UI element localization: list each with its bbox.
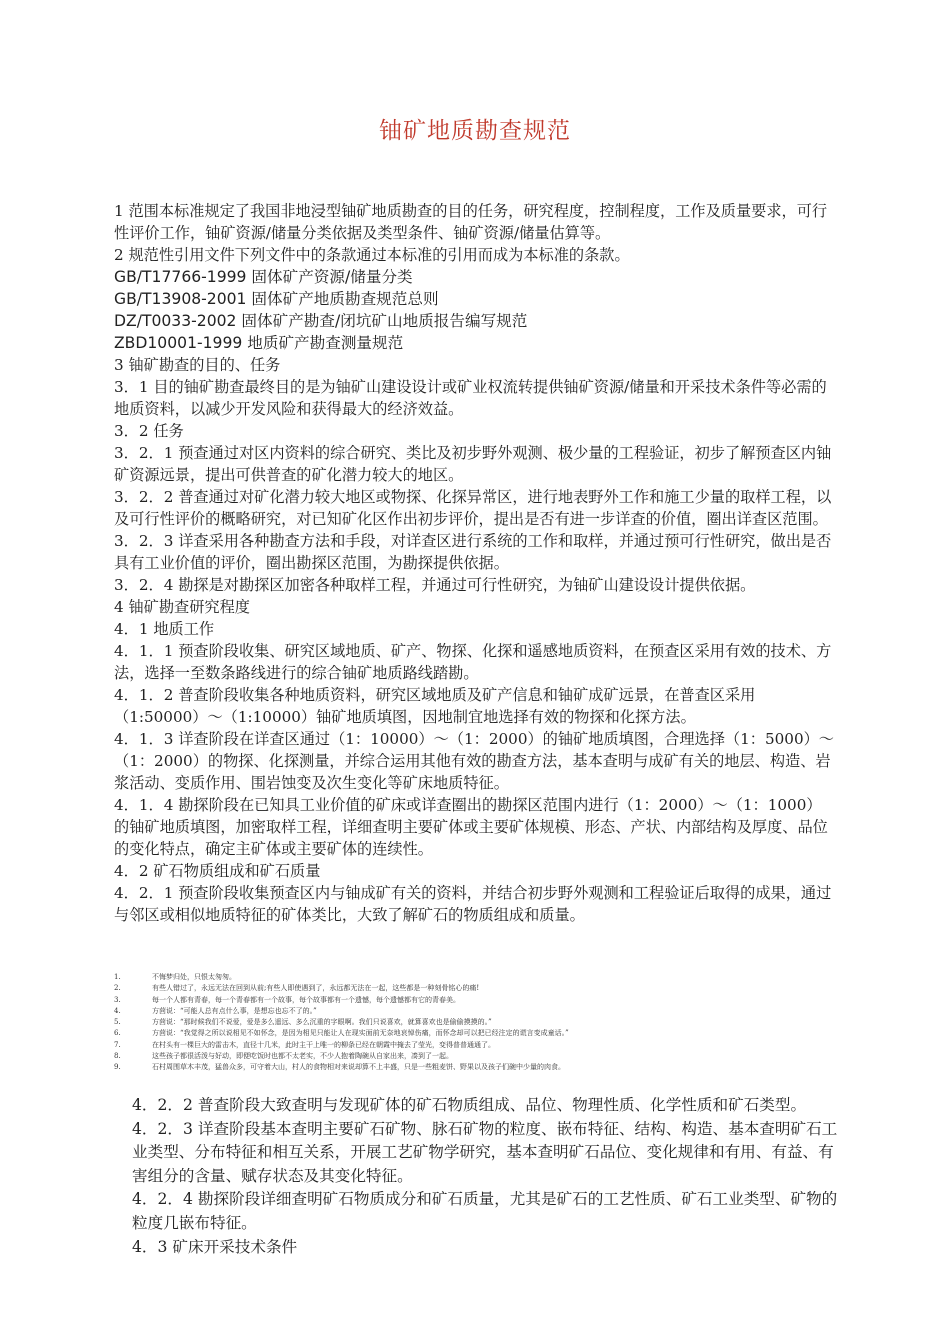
document-title: 铀矿地质勘查规范 <box>379 118 571 144</box>
main-text-continued <box>132 1094 846 1259</box>
section-heading: 4．3 矿床开采技术条件 <box>132 1237 298 1256</box>
paragraph: 3．2．3 详查采用各种勘查方法和手段，对详查区进行系统的工作和取样，并通过预可行性研究，做出是否具有工业价值的评价，圈出勘探区范围，为勘探提供依据。 <box>114 532 832 572</box>
paragraph: 4．2．4 勘探阶段详细查明矿石物质成分和矿石质量，尤其是矿石的工艺性质、矿石工业类型、矿物的粒度几嵌布特征。 <box>132 1190 838 1232</box>
note-item <box>114 1028 834 1039</box>
standard-reference: ZBD10001-1999 地质矿产勘查测量规范 <box>114 334 404 352</box>
note-item <box>114 1006 834 1017</box>
paragraph: 3．2．4 勘探是对勘探区加密各种取样工程，并通过可行性研究，为铀矿山建设设计提供依据。 <box>114 576 756 594</box>
note-item <box>114 1051 834 1062</box>
note-item <box>114 995 834 1006</box>
section-heading: 3．2 任务 <box>114 422 184 440</box>
standard-reference: GB/T13908-2001 固体矿产地质勘查规范总则 <box>114 290 439 308</box>
note-text: 有些人错过了，永远无法在回到从前;有些人即使遇到了，永远都无法在一起，这些都是一种刻骨铭心的痛! <box>152 984 480 993</box>
paragraph: 2 规范性引用文件下列文件中的条款通过本标准的引用而成为本标准的条款。 <box>114 246 630 264</box>
standard-reference: GB/T17766-1999 固体矿产资源/储量分类 <box>114 268 413 286</box>
paragraph: 4．2．3 详查阶段基本查明主要矿石矿物、脉石矿物的粒度、嵌布特征、结构、构造、基本查明矿石工业类型、分布特征和相互关系，开展工艺矿物学研究，基本查明矿石品位、变化规律和有用、有益、有害组分的含量、赋存状态及其变化特征。 <box>132 1119 838 1185</box>
note-item <box>114 983 834 994</box>
paragraph: 3．1 目的铀矿勘查最终目的是为铀矿山建设设计或矿业权流转提供铀矿资源/储量和开采技术条件等必需的地质资料，以减少开发风险和获得最大的经济效益。 <box>114 378 827 418</box>
standard-reference: DZ/T0033-2002 固体矿产勘查/闭坑矿山地质报告编写规范 <box>114 312 528 330</box>
note-number: 5. <box>114 1018 121 1027</box>
note-item <box>114 972 834 983</box>
paragraph: 1 范围本标准规定了我国非地浸型铀矿地质勘查的目的任务，研究程度，控制程度，工作及质量要求，可行性评价工作，铀矿资源/储量分类依据及类型条件、铀矿资源/储量估算等。 <box>114 202 828 242</box>
section-heading: 3 铀矿勘查的目的、任务 <box>114 356 281 374</box>
note-number: 7. <box>114 1040 121 1049</box>
note-text: 石村周围草木丰茂，猛兽众多，可守着大山，村人的食物相对来说却算不上丰盛，只是一些粗麦饼、野果以及孩子们碗中少量的肉食。 <box>152 1063 565 1072</box>
note-number: 9. <box>114 1063 121 1072</box>
note-number: 4. <box>114 1006 121 1015</box>
note-item <box>114 1040 834 1051</box>
note-number: 2. <box>114 984 121 993</box>
section-heading: 4．1 地质工作 <box>114 620 215 638</box>
main-text <box>114 200 834 926</box>
note-text: 在村头有一棵巨大的雷击木，直径十几米，此时主干上唯一的柳条已经在朝霞中掩去了莹光，变得普普通通了。 <box>152 1040 495 1049</box>
paragraph: 4．2．1 预查阶段收集预查区内与铀成矿有关的资料，并结合初步野外观测和工程验证后取得的成果，通过与邻区或相似地质特征的矿体类比，大致了解矿石的物质组成和质量。 <box>114 884 832 924</box>
numbered-notes <box>114 972 834 1074</box>
note-text: 每一个人都有青春，每一个青春都有一个故事，每个故事都有一个遗憾，每个遗憾都有它的青春美。 <box>152 995 460 1004</box>
paragraph: 4．2．2 普查阶段大致查明与发现矿体的矿石物质组成、品位、物理性质、化学性质和矿石类型。 <box>132 1096 807 1114</box>
note-text: 不悔梦归处，只恨太匆匆。 <box>152 973 236 981</box>
note-item <box>114 1017 834 1028</box>
paragraph: 4．1．4 勘探阶段在已知具工业价值的矿床或详查圈出的勘探区范围内进行（1：2000）～（1：1000）的铀矿地质填图，加密取样工程，详细查明主要矿体或主要矿体规模、形态、产状、内部结构及厚度、品位的变化特点，确定主矿体或主要矿体的连续性。 <box>114 796 828 858</box>
note-number: 8. <box>114 1052 121 1061</box>
paragraph: 3．2．1 预查通过对区内资料的综合研究、类比及初步野外观测、极少量的工程验证，初步了解预查区内铀矿资源远景，提出可供普查的矿化潜力较大的地区。 <box>114 444 832 484</box>
note-number: 1. <box>114 973 121 981</box>
paragraph: 4．1．3 详查阶段在详查区通过（1：10000）～（1：2000）的铀矿地质填图，合理选择（1：5000）～（1：2000）的物探、化探测量，并综合运用其他有效的勘查方法，基本查明与成矿有关的地层、构造、岩浆活动、变质作用、围岩蚀变及次生变化等矿床地质特征。 <box>114 730 834 792</box>
paragraph: 4．1．1 预查阶段收集、研究区域地质、矿产、物探、化探和遥感地质资料，在预查区采用有效的技术、方法，选择一至数条路线进行的综合铀矿地质路线踏勘。 <box>114 642 832 682</box>
paragraph: 3．2．2 普查通过对矿化潜力较大地区或物探、化探异常区，进行地表野外工作和施工少量的取样工程，以及可行性评价的概略研究，对已知矿化区作出初步评价，提出是否有进一步详查的价值，圈出详查区范围。 <box>114 488 832 528</box>
section-heading: 4 铀矿勘查研究程度 <box>114 598 250 616</box>
paragraph: 4．1．2 普查阶段收集各种地质资料，研究区域地质及矿产信息和铀矿成矿远景，在普查区采用（1:50000）～（1:10000）铀矿地质填图，因地制宜地选择有效的物探和化探方法。 <box>114 686 756 726</box>
note-item <box>114 1062 834 1073</box>
note-text: 方茴说：“那时候我们不说爱，爱是多么遥远、多么沉重的字眼啊。我们只说喜欢，就算喜欢也是偷偷摸摸的。” <box>152 1018 492 1027</box>
note-text: 这些孩子都很活泼与好动，即便吃饭时也都不太老实，不少人抱着陶碗从自家出来，凑到了一起。 <box>152 1052 453 1061</box>
note-number: 3. <box>114 995 121 1004</box>
section-heading: 4．2 矿石物质组成和矿石质量 <box>114 862 321 880</box>
note-text: 方茴说：“可能人总有点什么事，是想忘也忘不了的。” <box>152 1006 317 1015</box>
note-text: 方茴说：“我觉得之所以说相见不如怀念，是因为相见只能让人在现实面前无奈地哀悼伤痛，而怀念却可以把已经注定的谎言变成童话。” <box>152 1029 569 1038</box>
note-number: 6. <box>114 1029 121 1038</box>
